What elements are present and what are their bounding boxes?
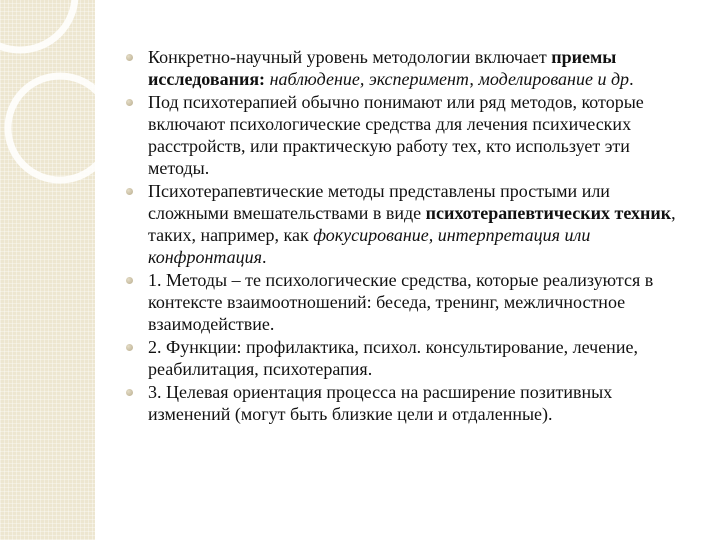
item-text: .: [261, 247, 267, 267]
decorative-side-pattern: [0, 0, 95, 540]
item-italic-text: наблюдение, эксперимент, моделирование и др: [265, 69, 630, 89]
list-item: [124, 91, 694, 179]
decorative-circles: [0, 0, 95, 540]
list-item: [124, 269, 694, 335]
item-text: 2. Функции: профилактика, психол. консультирование, лечение, реабилитация, психотерапия.: [148, 337, 638, 379]
bullet-icon: [126, 99, 133, 106]
item-text: 1. Методы – те психологические средства, которые реализуются в контексте взаимоотношений: беседа, тренинг, межличностное взаимодействие.: [148, 270, 654, 334]
item-text: Психотерапевтические методы представлены простыми или сложными вмешательствами в виде: [148, 181, 610, 223]
list-item: [124, 336, 694, 380]
item-text: Конкретно-научный уровень методологии включает: [148, 47, 547, 67]
item-bold-text: приемы исследования:: [148, 47, 617, 89]
bullet-icon: [126, 389, 133, 396]
bullet-icon: [126, 54, 133, 61]
item-bold-text: психотерапевтических техник: [425, 203, 672, 223]
item-text: .: [629, 69, 634, 89]
list-item: [124, 381, 694, 425]
item-text: Под психотерапией обычно понимают или ряд методов, которые включают психологические средства для лечения психических расстройств, или практическую работу тех, кто использует эти методы.: [148, 92, 644, 178]
item-text: , таких, например, как: [148, 203, 676, 245]
bullet-icon: [126, 344, 133, 351]
item-italic-text: фокусирование, интерпретация или конфронтация: [148, 225, 591, 267]
list-item: [124, 180, 694, 268]
bullet-icon: [126, 188, 133, 195]
bullet-icon: [126, 277, 133, 284]
list-item: [124, 46, 694, 90]
item-text: 3. Целевая ориентация процесса на расширение позитивных изменений (могут быть близкие цели и отдаленные).: [148, 382, 613, 424]
bullet-list: [124, 46, 694, 426]
